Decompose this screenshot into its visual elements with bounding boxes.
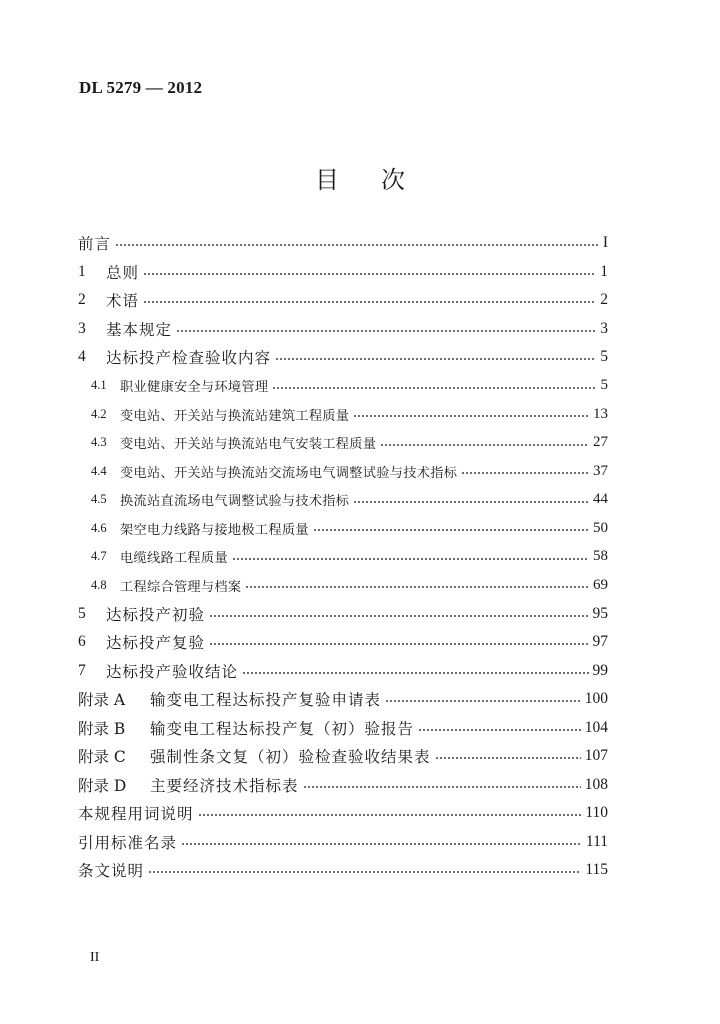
toc-entry-page: 95 [592, 604, 608, 622]
toc-entry-number: 4.7 [91, 549, 107, 564]
toc-entry-title: 基本规定 [106, 320, 173, 339]
toc-entry-number: 3 [78, 319, 86, 337]
dot-leader [313, 529, 589, 531]
toc-entry[interactable] [78, 429, 608, 458]
dot-leader [176, 330, 596, 332]
toc-entry-page: 5 [600, 348, 608, 366]
table-of-contents [78, 229, 608, 885]
page-title: 目次 [315, 166, 447, 194]
toc-entry[interactable] [78, 856, 608, 885]
toc-entry-number: 6 [78, 633, 86, 651]
toc-entry-number: 4.2 [91, 406, 107, 421]
toc-entry-page: 97 [592, 633, 608, 651]
toc-entry[interactable] [78, 685, 608, 714]
toc-entry[interactable] [78, 799, 608, 828]
toc-entry-title: 术语 [106, 292, 140, 311]
toc-entry-title: 变电站、开关站与换流站交流场电气调整试验与技术指标 [120, 465, 458, 481]
document-code: DL 5279 — 2012 [79, 78, 203, 97]
toc-entry-title: 本规程用词说明 [78, 805, 194, 824]
toc-entry[interactable] [78, 514, 608, 543]
toc-entry-title: 前言 [78, 235, 112, 254]
toc-entry-page: 27 [593, 434, 608, 451]
toc-entry-page: 100 [584, 690, 608, 708]
toc-entry[interactable] [78, 571, 608, 600]
toc-entry-page: 50 [593, 519, 608, 536]
toc-entry[interactable] [78, 343, 608, 372]
toc-entry-title: 达标投产初验 [106, 605, 206, 624]
toc-entry-number: 4.6 [91, 520, 107, 535]
toc-entry-title: 架空电力线路与接地极工程质量 [120, 522, 309, 538]
toc-entry-title: 强制性条文复（初）验检查验收结果表 [150, 748, 431, 767]
toc-entry-number: 5 [78, 604, 86, 622]
toc-entry-page: 110 [585, 804, 608, 822]
toc-entry-title: 达标投产验收结论 [106, 662, 239, 681]
toc-entry-page: 111 [585, 832, 608, 850]
dot-leader [353, 501, 589, 503]
toc-entry-title: 达标投产检查验收内容 [106, 349, 272, 368]
dot-leader [385, 700, 581, 702]
toc-entry-page: 108 [584, 775, 608, 793]
toc-entry[interactable] [78, 457, 608, 486]
toc-entry-number: 1 [78, 262, 86, 280]
toc-entry-title: 总则 [106, 263, 140, 282]
toc-entry-page: 69 [593, 576, 608, 593]
toc-entry-page: 107 [584, 747, 608, 765]
toc-entry-title: 条文说明 [78, 862, 145, 881]
toc-entry-title: 引用标准名录 [78, 833, 178, 852]
toc-entry-title: 输变电工程达标投产复验申请表 [150, 691, 382, 710]
dot-leader [242, 672, 588, 674]
toc-entry-number: 4.5 [91, 492, 107, 507]
dot-leader [115, 244, 599, 246]
toc-entry-title: 工程综合管理与档案 [120, 579, 242, 595]
dot-leader [245, 586, 589, 588]
toc-entry-page: 37 [593, 462, 608, 479]
toc-entry-page: 58 [593, 548, 608, 565]
toc-entry-title: 电缆线路工程质量 [120, 551, 228, 567]
toc-entry-page: I [602, 234, 608, 252]
dot-leader [143, 301, 596, 303]
toc-entry-title: 换流站直流场电气调整试验与技术指标 [120, 494, 350, 510]
toc-entry[interactable] [78, 600, 608, 629]
dot-leader [353, 415, 589, 417]
toc-entry-number: 7 [78, 661, 86, 679]
toc-entry-number: 4.1 [91, 378, 107, 393]
toc-entry-page: 115 [585, 861, 608, 879]
dot-leader [461, 472, 589, 474]
toc-entry[interactable] [78, 400, 608, 429]
toc-entry-number: 4.8 [91, 577, 107, 592]
toc-entry[interactable] [78, 628, 608, 657]
dot-leader [232, 558, 589, 560]
toc-entry-page: 3 [600, 319, 608, 337]
toc-entry-page: 104 [584, 718, 608, 736]
page-folio: II [90, 950, 100, 965]
toc-entry-number: 附录 C [78, 748, 126, 767]
toc-entry[interactable] [78, 742, 608, 771]
dot-leader [303, 786, 581, 788]
dot-leader [418, 729, 581, 731]
toc-entry-title: 变电站、开关站与换流站电气安装工程质量 [120, 437, 377, 453]
toc-entry[interactable] [78, 315, 608, 344]
toc-entry[interactable] [78, 486, 608, 515]
dot-leader [181, 843, 582, 845]
toc-entry-page: 1 [600, 262, 608, 280]
toc-entry-title: 达标投产复验 [106, 634, 206, 653]
dot-leader [380, 444, 589, 446]
toc-entry-number: 附录 A [78, 691, 126, 710]
toc-entry[interactable] [78, 229, 608, 258]
toc-entry[interactable] [78, 286, 608, 315]
toc-entry[interactable] [78, 543, 608, 572]
toc-entry-number: 附录 D [78, 776, 127, 795]
toc-entry[interactable] [78, 258, 608, 287]
toc-entry[interactable] [78, 828, 608, 857]
dot-leader [272, 387, 596, 389]
toc-entry-page: 44 [593, 491, 608, 508]
dot-leader [148, 871, 581, 873]
toc-entry-page: 13 [593, 405, 608, 422]
toc-entry[interactable] [78, 714, 608, 743]
toc-entry-title: 主要经济技术指标表 [150, 776, 299, 795]
toc-entry[interactable] [78, 372, 608, 401]
dot-leader [143, 273, 596, 275]
toc-entry[interactable] [78, 657, 608, 686]
toc-entry-page: 99 [592, 661, 608, 679]
dot-leader [435, 757, 581, 759]
toc-entry-number: 4.3 [91, 435, 107, 450]
toc-entry-number: 4.4 [91, 463, 107, 478]
toc-entry-title: 变电站、开关站与换流站建筑工程质量 [120, 408, 350, 424]
toc-entry-title: 职业健康安全与环境管理 [120, 380, 269, 396]
toc-entry-title: 输变电工程达标投产复（初）验报告 [150, 719, 415, 738]
toc-entry-page: 5 [600, 377, 608, 394]
dot-leader [209, 615, 588, 617]
toc-entry-number: 2 [78, 291, 86, 309]
toc-entry-number: 附录 B [78, 719, 126, 738]
dot-leader [209, 643, 588, 645]
dot-leader [198, 814, 582, 816]
toc-entry-number: 4 [78, 348, 86, 366]
toc-entry[interactable] [78, 771, 608, 800]
dot-leader [275, 358, 596, 360]
toc-entry-page: 2 [600, 291, 608, 309]
